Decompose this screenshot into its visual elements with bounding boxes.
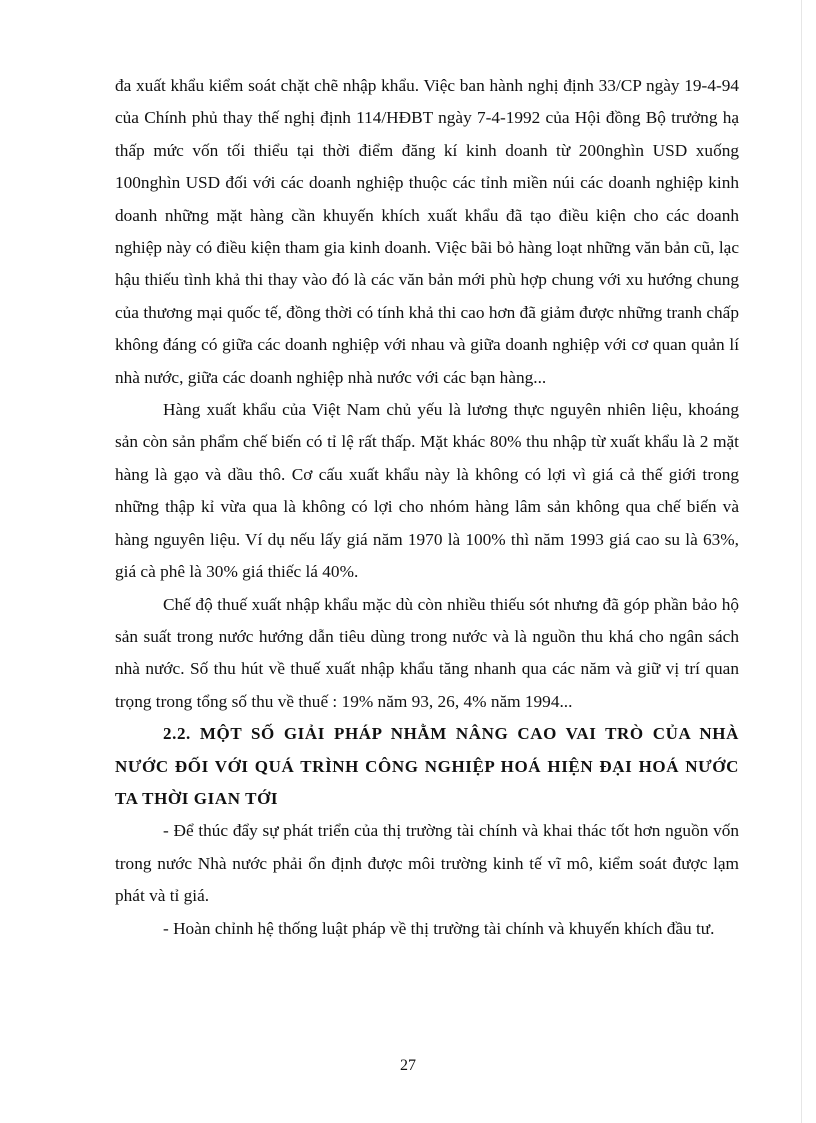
paragraph-export-structure: Hàng xuất khẩu của Việt Nam chủ yếu là lương thực nguyên nhiên liệu, khoáng sản còn sản phẩm chế biến có tỉ lệ rất thấp. Mặt khác 80% thu nhập từ xuất khẩu là 2 mặt hàng là gạo và dầu thô. Cơ cấu xuất khẩu này là không có lợi vì giá cả thế giới trong những thập kỉ vừa qua là không có lợi cho nhóm hàng lâm sản không qua chế biến và hàng nguyên liệu. Ví dụ nếu lấy giá năm 1970 là 100% thì năm 1993 giá cao su là 63%, giá cà phê là 30% giá thiếc lá 40%. [115,400,739,582]
page-number: 27 [400,1057,416,1074]
section-heading: 2.2. MỘT SỐ GIẢI PHÁP NHẰM NÂNG CAO VAI TRÒ CỦA NHÀ NƯỚC ĐỐI VỚI QUÁ TRÌNH CÔNG NGHIỆP HOÁ HIỆN ĐẠI HOÁ NƯỚC TA THỜI GIAN TỚI [115,724,739,808]
page-edge-line [801,0,802,1123]
bullet-item-financial-market: - Để thúc đẩy sự phát triển của thị trường tài chính và khai thác tốt hơn nguồn vốn trong nước Nhà nước phải ổn định được môi trường kinh tế vĩ mô, kiểm soát được lạm phát và tỉ giá. [115,821,739,906]
paragraph-tax-regime: Chế độ thuế xuất nhập khẩu mặc dù còn nhiều thiếu sót nhưng đã góp phần bảo hộ sản suất trong nước hướng dẫn tiêu dùng trong nước và là nguồn thu khá cho ngân sách nhà nước. Số thu hút về thuế xuất nhập khẩu tăng nhanh qua các năm và giữ vị trí quan trọng trong tổng số thu về thuế : 19% năm 93, 26, 4% năm 1994... [115,594,739,711]
bullet-item-legal-system: - Hoàn chỉnh hệ thống luật pháp về thị trường tài chính và khuyến khích đầu tư. [163,918,715,938]
paragraph-continuation: đa xuất khẩu kiểm soát chặt chẽ nhập khẩu. Việc ban hành nghị định 33/CP ngày 19-4-94 của Chính phủ thay thế nghị định 114/HĐBT ngày 7-4-1992 của Hội đồng Bộ trưởng hạ thấp mức vốn tối thiểu tại thời điểm đăng kí kinh doanh từ 200nghìn USD xuống 100nghìn USD đối với các doanh nghiệp thuộc các tỉnh miền núi các doanh nghiệp kinh doanh những mặt hàng cần khuyến khích xuất khẩu đã tạo điều kiện cho các doanh nghiệp này có điều kiện tham gia kinh doanh. Việc bãi bỏ hàng loạt những văn bản cũ, lạc hậu thiếu tình khả thi thay vào đó là các văn bản mới phù hợp chung với xu hướng chung của thương mại quốc tế, đồng thời có tính khả thi cao hơn đã giảm được những tranh chấp không đáng có giữa các doanh nghiệp với nhau và giữa doanh nghiệp với cơ quan quản lí nhà nước, giữa các doanh nghiệp nhà nước với các bạn hàng... [115,76,739,387]
document-page [115,70,739,945]
